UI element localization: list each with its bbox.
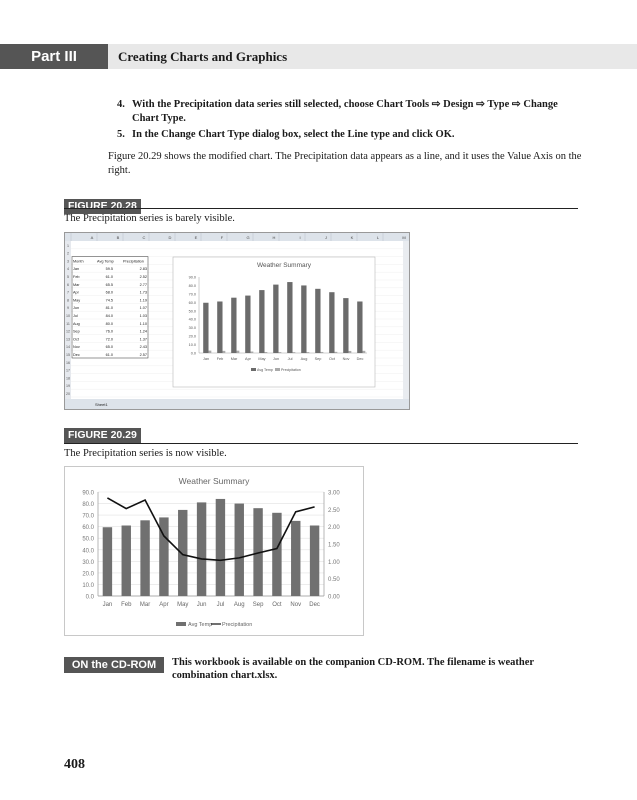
table-cell: Sep bbox=[73, 329, 80, 334]
x-tick-label: Jul bbox=[216, 602, 225, 608]
bar-avg-temp bbox=[178, 510, 187, 596]
x-tick-label: Sep bbox=[252, 602, 264, 608]
excel-screenshot bbox=[64, 232, 410, 410]
chart-title: Weather Summary bbox=[178, 476, 250, 486]
sheet-tab: Sheet1 bbox=[95, 402, 108, 407]
x-tick-label: Oct bbox=[329, 357, 335, 361]
table-header: Precipitation bbox=[123, 259, 144, 264]
y-tick-label: 20.0 bbox=[188, 334, 196, 339]
x-tick-label: Jun bbox=[272, 357, 280, 361]
bar-precipitation bbox=[209, 351, 212, 353]
table-cell: Oct bbox=[73, 337, 79, 342]
bar-precipitation bbox=[223, 351, 226, 353]
table-cell: 1.19 bbox=[139, 298, 147, 303]
page-number: 408 bbox=[64, 757, 85, 772]
table-cell: Jul bbox=[73, 314, 78, 318]
table-cell: 61.0 bbox=[105, 275, 113, 279]
x-tick-label: Dec bbox=[356, 357, 364, 361]
table-cell: 84.0 bbox=[105, 314, 113, 318]
y-tick-label: 70.0 bbox=[82, 513, 94, 520]
row-number: 15 bbox=[66, 353, 70, 357]
table-cell: 1.10 bbox=[139, 321, 147, 326]
bar-avg-temp bbox=[291, 521, 300, 596]
table-cell: Nov bbox=[73, 345, 80, 350]
bar-avg-temp bbox=[287, 282, 292, 353]
table-cell: 2.43 bbox=[139, 345, 147, 350]
x-tick-label: Mar bbox=[139, 602, 151, 608]
x-tick-label: May bbox=[258, 357, 266, 361]
table-cell: 2.57 bbox=[139, 353, 147, 357]
bar-avg-temp bbox=[357, 301, 362, 353]
column-header: F bbox=[220, 235, 224, 240]
x-tick-label: Feb bbox=[121, 602, 132, 608]
y-tick-label: 90.0 bbox=[82, 490, 94, 497]
step-text: In the Change Chart Type dialog box, select the Line type and click OK. bbox=[132, 129, 455, 140]
table-cell: 68.0 bbox=[105, 290, 113, 295]
y2-tick-label: 2.50 bbox=[328, 507, 340, 514]
column-header: I bbox=[299, 235, 301, 240]
sheet-tab-bar bbox=[65, 399, 409, 409]
bar-precipitation bbox=[307, 352, 310, 353]
column-header: L bbox=[376, 235, 380, 240]
step-4 bbox=[117, 98, 582, 126]
row-number: 6 bbox=[67, 282, 69, 287]
chapter-title: Creating Charts and Graphics bbox=[118, 49, 288, 64]
table-cell: 61.0 bbox=[105, 353, 113, 357]
y-tick-label: 80.0 bbox=[188, 283, 196, 288]
column-header: J bbox=[325, 235, 327, 240]
bar-precipitation bbox=[251, 352, 254, 353]
row-number: 10 bbox=[66, 314, 70, 318]
y-tick-label: 20.0 bbox=[82, 571, 94, 578]
legend-label: Precipitation bbox=[222, 622, 253, 628]
table-cell: Aug bbox=[73, 321, 80, 326]
y2-tick-label: 3.00 bbox=[328, 490, 340, 497]
bar-avg-temp bbox=[231, 298, 236, 353]
legend-swatch-avg-temp bbox=[251, 368, 256, 371]
bar-precipitation bbox=[321, 352, 324, 353]
x-tick-label: Mar bbox=[230, 357, 238, 361]
x-tick-label: Apr bbox=[159, 602, 169, 608]
table-cell: 72.0 bbox=[105, 337, 113, 342]
y-tick-label: 40.0 bbox=[188, 317, 196, 322]
row-number: 11 bbox=[66, 321, 70, 326]
table-cell: 1.07 bbox=[139, 306, 147, 311]
bar-avg-temp bbox=[197, 502, 206, 596]
part-label: Part III bbox=[0, 44, 108, 69]
table-cell: 2.77 bbox=[139, 282, 147, 287]
figure-rule bbox=[64, 443, 578, 444]
table-cell: Jan bbox=[73, 267, 80, 272]
legend-label: Precipitation bbox=[281, 368, 301, 372]
row-number: 17 bbox=[66, 368, 70, 373]
bar-avg-temp bbox=[329, 292, 334, 353]
row-number: 1 bbox=[67, 243, 69, 248]
step-number: 4. bbox=[117, 99, 125, 110]
row-number: 18 bbox=[66, 376, 70, 381]
table-cell: Feb bbox=[73, 275, 80, 279]
y-tick-label: 0.0 bbox=[190, 351, 196, 356]
row-number: 3 bbox=[67, 259, 69, 264]
y-tick-label: 90.0 bbox=[188, 275, 196, 280]
x-tick-label: Sep bbox=[314, 357, 322, 361]
bar-avg-temp bbox=[103, 527, 112, 596]
table-cell: 1.37 bbox=[139, 337, 147, 342]
y-tick-label: 40.0 bbox=[82, 548, 94, 555]
x-tick-label: Jul bbox=[287, 357, 293, 361]
bar-avg-temp bbox=[245, 296, 250, 353]
y2-tick-label: 1.50 bbox=[328, 542, 340, 549]
row-number: 13 bbox=[66, 337, 70, 342]
bar-precipitation bbox=[293, 352, 296, 353]
step-number: 5. bbox=[117, 129, 125, 140]
x-tick-label: Aug bbox=[300, 357, 308, 361]
table-cell: 65.5 bbox=[105, 282, 113, 287]
column-header: C bbox=[142, 235, 146, 240]
y2-tick-label: 1.00 bbox=[328, 559, 340, 566]
bar-avg-temp bbox=[235, 504, 244, 596]
row-number: 16 bbox=[66, 360, 70, 365]
step-5 bbox=[117, 128, 582, 142]
step-text: With the Precipitation data series still selected, choose Chart Tools ⇨ Design ⇨ Type ⇨ Change Chart Type. bbox=[132, 99, 558, 124]
x-tick-label: Dec bbox=[309, 602, 320, 608]
chart-svg bbox=[64, 466, 364, 636]
legend-label: Avg Temp bbox=[257, 368, 273, 372]
table-cell: Jun bbox=[73, 306, 80, 311]
table-cell: 1.24 bbox=[139, 329, 147, 334]
table-header: Month bbox=[73, 259, 84, 264]
table-cell: Dec bbox=[73, 353, 80, 357]
bar-avg-temp bbox=[259, 290, 264, 353]
bar-avg-temp bbox=[343, 298, 348, 353]
column-header: K bbox=[350, 235, 354, 240]
column-header: E bbox=[194, 235, 198, 240]
x-tick-label: Jan bbox=[202, 357, 210, 361]
table-cell: 59.5 bbox=[105, 267, 113, 272]
x-tick-label: Feb bbox=[216, 357, 224, 361]
y-tick-label: 30.0 bbox=[188, 326, 196, 331]
table-cell: 2.83 bbox=[139, 267, 147, 272]
bar-avg-temp bbox=[315, 289, 320, 353]
table-cell: Mar bbox=[73, 282, 80, 287]
table-cell: Apr bbox=[73, 290, 79, 295]
y-tick-label: 10.0 bbox=[82, 582, 94, 589]
x-tick-label: Jun bbox=[196, 602, 207, 608]
y-tick-label: 10.0 bbox=[188, 343, 196, 348]
figure-caption: The Precipitation series is now visible. bbox=[64, 448, 227, 459]
column-header: D bbox=[168, 235, 172, 240]
table-cell: 80.0 bbox=[105, 321, 113, 326]
y-tick-label: 30.0 bbox=[82, 559, 94, 566]
x-tick-label: Nov bbox=[290, 602, 302, 608]
bar-avg-temp bbox=[217, 301, 222, 353]
y-tick-label: 50.0 bbox=[82, 536, 94, 543]
bar-avg-temp bbox=[140, 520, 149, 596]
x-tick-label: Oct bbox=[272, 602, 282, 608]
row-number: 2 bbox=[67, 251, 69, 256]
row-number: 20 bbox=[66, 392, 70, 396]
row-number: 9 bbox=[67, 306, 69, 311]
y2-tick-label: 0.50 bbox=[328, 577, 340, 584]
x-tick-label: Nov bbox=[342, 357, 350, 361]
figure-rule bbox=[64, 208, 578, 209]
bar-avg-temp bbox=[301, 285, 306, 353]
table-cell: 2.52 bbox=[139, 275, 147, 279]
bar-avg-temp bbox=[216, 499, 225, 596]
table-cell: 65.0 bbox=[105, 345, 113, 350]
x-tick-label: Aug bbox=[233, 602, 245, 608]
table-cell: 74.5 bbox=[105, 298, 113, 303]
bar-precipitation bbox=[279, 352, 282, 353]
y-tick-label: 60.0 bbox=[188, 300, 196, 305]
row-number: 7 bbox=[67, 290, 69, 295]
x-tick-label: May bbox=[177, 602, 189, 608]
y-tick-label: 70.0 bbox=[188, 292, 196, 297]
row-number: 4 bbox=[67, 267, 69, 272]
table-header: Avg Temp bbox=[97, 259, 114, 264]
y-tick-label: 0.0 bbox=[85, 594, 94, 601]
cdrom-note: This workbook is available on the companion CD-ROM. The filename is weather combination chart.xlsx. bbox=[172, 657, 534, 681]
bar-avg-temp bbox=[122, 526, 131, 596]
y-tick-label: 80.0 bbox=[82, 502, 94, 509]
spreadsheet-svg bbox=[65, 233, 409, 409]
y-tick-label: 50.0 bbox=[188, 309, 196, 314]
y2-tick-label: 0.00 bbox=[328, 594, 340, 601]
bar-avg-temp bbox=[203, 303, 208, 353]
figure-label: FIGURE 20.28 bbox=[64, 199, 141, 214]
row-number: 8 bbox=[67, 298, 69, 303]
row-number: 19 bbox=[66, 384, 70, 389]
x-tick-label: Apr bbox=[245, 357, 251, 361]
bar-avg-temp bbox=[272, 513, 281, 596]
legend-label: Avg Temp bbox=[188, 622, 213, 628]
row-number: 5 bbox=[67, 275, 69, 279]
cdrom-badge: ON the CD-ROM bbox=[64, 657, 164, 673]
figure-caption: The Precipitation series is barely visible. bbox=[64, 213, 235, 224]
bar-precipitation bbox=[335, 352, 338, 353]
bar-precipitation bbox=[349, 351, 352, 353]
table-cell: 1.73 bbox=[139, 290, 147, 295]
table-cell: 81.0 bbox=[105, 306, 113, 311]
column-header: H bbox=[272, 235, 276, 240]
column-header: B bbox=[116, 235, 120, 240]
bar-avg-temp bbox=[310, 526, 319, 596]
bar-avg-temp bbox=[273, 285, 278, 353]
bar-precipitation bbox=[363, 351, 366, 353]
figure-label: FIGURE 20.29 bbox=[64, 428, 141, 443]
combination-chart bbox=[64, 466, 364, 636]
row-number: 14 bbox=[66, 345, 70, 350]
y-tick-label: 60.0 bbox=[82, 525, 94, 532]
vertical-scrollbar bbox=[403, 241, 409, 399]
x-tick-label: Jan bbox=[102, 602, 113, 608]
y2-tick-label: 2.00 bbox=[328, 525, 340, 532]
table-cell: May bbox=[73, 298, 81, 303]
column-header: G bbox=[246, 235, 250, 240]
column-header: A bbox=[90, 235, 94, 240]
bar-precipitation bbox=[265, 352, 268, 353]
table-cell: 1.03 bbox=[139, 314, 147, 318]
legend-swatch-avg-temp bbox=[176, 622, 186, 626]
row-number: 12 bbox=[66, 329, 70, 334]
chart-title: Weather Summary bbox=[256, 262, 312, 269]
column-header: M bbox=[402, 235, 406, 240]
bar-precipitation bbox=[237, 351, 240, 353]
table-cell: 76.0 bbox=[105, 329, 113, 334]
body-paragraph: Figure 20.29 shows the modified chart. The Precipitation data appears as a line, and it uses the Value Axis on the right. bbox=[108, 151, 582, 176]
legend-swatch-precipitation bbox=[275, 368, 280, 371]
